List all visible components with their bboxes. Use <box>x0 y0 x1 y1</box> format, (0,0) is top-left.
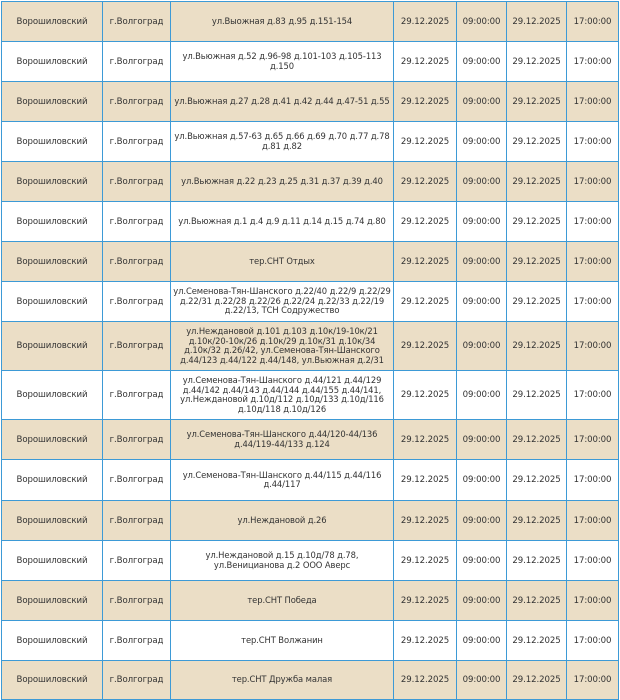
district-cell: Ворошиловский <box>2 581 103 621</box>
start-time-cell: 09:00:00 <box>457 42 507 82</box>
city-cell: г.Волгоград <box>103 371 171 420</box>
end-time-cell: 17:00:00 <box>567 621 619 661</box>
address-cell: ул.Неждановой д.101 д.103 д.10к/19-10к/21 д.10к/20-10к/26 д.10к/29 д.10к/31 д.10к/34 д.10к/32 д.26/42, ул.Семенова-Тян-Шанского д.44/123 д.44/122 д.44/148, ул.Вьюжная д.2/31 <box>171 322 394 371</box>
address-cell: тер.СНТ Отдых <box>171 242 394 282</box>
city-cell: г.Волгоград <box>103 242 171 282</box>
start-date-cell: 29.12.2025 <box>394 621 457 661</box>
district-cell: Ворошиловский <box>2 2 103 42</box>
table-row <box>2 42 619 82</box>
end-time-cell: 17:00:00 <box>567 162 619 202</box>
city-cell: г.Волгоград <box>103 282 171 322</box>
start-time-cell: 09:00:00 <box>457 581 507 621</box>
start-time-cell: 09:00:00 <box>457 501 507 541</box>
end-date-cell: 29.12.2025 <box>507 322 567 371</box>
start-time-cell: 09:00:00 <box>457 282 507 322</box>
end-date-cell: 29.12.2025 <box>507 581 567 621</box>
end-time-cell: 17:00:00 <box>567 202 619 242</box>
start-time-cell: 09:00:00 <box>457 242 507 282</box>
end-time-cell: 17:00:00 <box>567 82 619 122</box>
district-cell: Ворошиловский <box>2 621 103 661</box>
table-row <box>2 2 619 42</box>
start-time-cell: 09:00:00 <box>457 82 507 122</box>
start-date-cell: 29.12.2025 <box>394 460 457 501</box>
start-time-cell: 09:00:00 <box>457 661 507 700</box>
end-date-cell: 29.12.2025 <box>507 2 567 42</box>
end-time-cell: 17:00:00 <box>567 460 619 501</box>
start-time-cell: 09:00:00 <box>457 541 507 581</box>
start-time-cell: 09:00:00 <box>457 202 507 242</box>
end-date-cell: 29.12.2025 <box>507 501 567 541</box>
city-cell: г.Волгоград <box>103 162 171 202</box>
end-time-cell: 17:00:00 <box>567 282 619 322</box>
city-cell: г.Волгоград <box>103 420 171 460</box>
table-row <box>2 322 619 371</box>
address-cell: тер.СНТ Волжанин <box>171 621 394 661</box>
start-date-cell: 29.12.2025 <box>394 162 457 202</box>
end-date-cell: 29.12.2025 <box>507 202 567 242</box>
start-date-cell: 29.12.2025 <box>394 2 457 42</box>
end-date-cell: 29.12.2025 <box>507 282 567 322</box>
start-time-cell: 09:00:00 <box>457 371 507 420</box>
start-date-cell: 29.12.2025 <box>394 282 457 322</box>
end-time-cell: 17:00:00 <box>567 661 619 700</box>
address-cell: ул.Семенова-Тян-Шанского д.44/120-44/136 д.44/119-44/133 д.124 <box>171 420 394 460</box>
end-time-cell: 17:00:00 <box>567 242 619 282</box>
table-row <box>2 501 619 541</box>
table-row <box>2 621 619 661</box>
city-cell: г.Волгоград <box>103 501 171 541</box>
start-date-cell: 29.12.2025 <box>394 122 457 162</box>
city-cell: г.Волгоград <box>103 460 171 501</box>
end-date-cell: 29.12.2025 <box>507 122 567 162</box>
start-time-cell: 09:00:00 <box>457 2 507 42</box>
city-cell: г.Волгоград <box>103 621 171 661</box>
district-cell: Ворошиловский <box>2 242 103 282</box>
end-time-cell: 17:00:00 <box>567 322 619 371</box>
city-cell: г.Волгоград <box>103 82 171 122</box>
address-cell: ул.Неждановой д.26 <box>171 501 394 541</box>
end-time-cell: 17:00:00 <box>567 501 619 541</box>
district-cell: Ворошиловский <box>2 202 103 242</box>
address-cell: ул.Неждановой д.15 д.10д/78 д.78, ул.Веницианова д.2 ООО Аверс <box>171 541 394 581</box>
end-date-cell: 29.12.2025 <box>507 420 567 460</box>
end-date-cell: 29.12.2025 <box>507 621 567 661</box>
district-cell: Ворошиловский <box>2 122 103 162</box>
start-date-cell: 29.12.2025 <box>394 202 457 242</box>
city-cell: г.Волгоград <box>103 541 171 581</box>
district-cell: Ворошиловский <box>2 420 103 460</box>
district-cell: Ворошиловский <box>2 42 103 82</box>
end-date-cell: 29.12.2025 <box>507 42 567 82</box>
start-date-cell: 29.12.2025 <box>394 661 457 700</box>
table-row <box>2 122 619 162</box>
start-date-cell: 29.12.2025 <box>394 42 457 82</box>
table-row <box>2 460 619 501</box>
start-date-cell: 29.12.2025 <box>394 420 457 460</box>
start-time-cell: 09:00:00 <box>457 460 507 501</box>
district-cell: Ворошиловский <box>2 82 103 122</box>
address-cell: ул.Семенова-Тян-Шанского д.22/40 д.22/9 д.22/29 д.22/31 д.22/28 д.22/26 д.22/24 д.22/33 д.22/19 д.22/13, ТСН Содружество <box>171 282 394 322</box>
table-row <box>2 420 619 460</box>
city-cell: г.Волгоград <box>103 122 171 162</box>
end-time-cell: 17:00:00 <box>567 42 619 82</box>
start-time-cell: 09:00:00 <box>457 162 507 202</box>
end-date-cell: 29.12.2025 <box>507 162 567 202</box>
end-date-cell: 29.12.2025 <box>507 541 567 581</box>
start-date-cell: 29.12.2025 <box>394 541 457 581</box>
outage-schedule-table <box>1 1 619 700</box>
district-cell: Ворошиловский <box>2 501 103 541</box>
address-cell: ул.Семенова-Тян-Шанского д.44/115 д.44/116 д.44/117 <box>171 460 394 501</box>
end-date-cell: 29.12.2025 <box>507 82 567 122</box>
district-cell: Ворошиловский <box>2 162 103 202</box>
city-cell: г.Волгоград <box>103 661 171 700</box>
district-cell: Ворошиловский <box>2 460 103 501</box>
end-date-cell: 29.12.2025 <box>507 242 567 282</box>
city-cell: г.Волгоград <box>103 322 171 371</box>
address-cell: ул.Вьюжная д.52 д.96-98 д.101-103 д.105-113 д.150 <box>171 42 394 82</box>
table-row <box>2 282 619 322</box>
table-row <box>2 581 619 621</box>
end-time-cell: 17:00:00 <box>567 420 619 460</box>
table-row <box>2 202 619 242</box>
end-time-cell: 17:00:00 <box>567 122 619 162</box>
table-row <box>2 82 619 122</box>
address-cell: ул.Выожная д.83 д.95 д.151-154 <box>171 2 394 42</box>
start-time-cell: 09:00:00 <box>457 420 507 460</box>
district-cell: Ворошиловский <box>2 541 103 581</box>
address-cell: ул.Вьюжная д.27 д.28 д.41 д.42 д.44 д.47-51 д.55 <box>171 82 394 122</box>
end-time-cell: 17:00:00 <box>567 2 619 42</box>
start-date-cell: 29.12.2025 <box>394 371 457 420</box>
table-row <box>2 541 619 581</box>
city-cell: г.Волгоград <box>103 2 171 42</box>
city-cell: г.Волгоград <box>103 581 171 621</box>
start-date-cell: 29.12.2025 <box>394 82 457 122</box>
table-row <box>2 242 619 282</box>
table-row <box>2 371 619 420</box>
address-cell: ул.Семенова-Тян-Шанского д.44/121 д.44/129 д.44/142 д.44/143 д.44/144 д.44/155 д.44/141, ул.Неждановой д.10д/112 д.10д/133 д.10д/116 д.10д/118 д.10д/126 <box>171 371 394 420</box>
address-cell: ул.Вьюжная д.57-63 д.65 д.66 д.69 д.70 д.77 д.78 д.81 д.82 <box>171 122 394 162</box>
start-date-cell: 29.12.2025 <box>394 242 457 282</box>
city-cell: г.Волгоград <box>103 202 171 242</box>
end-date-cell: 29.12.2025 <box>507 460 567 501</box>
city-cell: г.Волгоград <box>103 42 171 82</box>
address-cell: ул.Вьюжная д.22 д.23 д.25 д.31 д.37 д.39 д.40 <box>171 162 394 202</box>
district-cell: Ворошиловский <box>2 322 103 371</box>
start-date-cell: 29.12.2025 <box>394 322 457 371</box>
start-time-cell: 09:00:00 <box>457 122 507 162</box>
district-cell: Ворошиловский <box>2 661 103 700</box>
table-row <box>2 661 619 700</box>
end-time-cell: 17:00:00 <box>567 581 619 621</box>
end-time-cell: 17:00:00 <box>567 541 619 581</box>
address-cell: тер.СНТ Дружба малая <box>171 661 394 700</box>
start-time-cell: 09:00:00 <box>457 322 507 371</box>
start-time-cell: 09:00:00 <box>457 621 507 661</box>
district-cell: Ворошиловский <box>2 371 103 420</box>
start-date-cell: 29.12.2025 <box>394 581 457 621</box>
table-row <box>2 162 619 202</box>
end-date-cell: 29.12.2025 <box>507 371 567 420</box>
start-date-cell: 29.12.2025 <box>394 501 457 541</box>
address-cell: тер.СНТ Победа <box>171 581 394 621</box>
district-cell: Ворошиловский <box>2 282 103 322</box>
end-date-cell: 29.12.2025 <box>507 661 567 700</box>
end-time-cell: 17:00:00 <box>567 371 619 420</box>
address-cell: ул.Вьюжная д.1 д.4 д.9 д.11 д.14 д.15 д.74 д.80 <box>171 202 394 242</box>
